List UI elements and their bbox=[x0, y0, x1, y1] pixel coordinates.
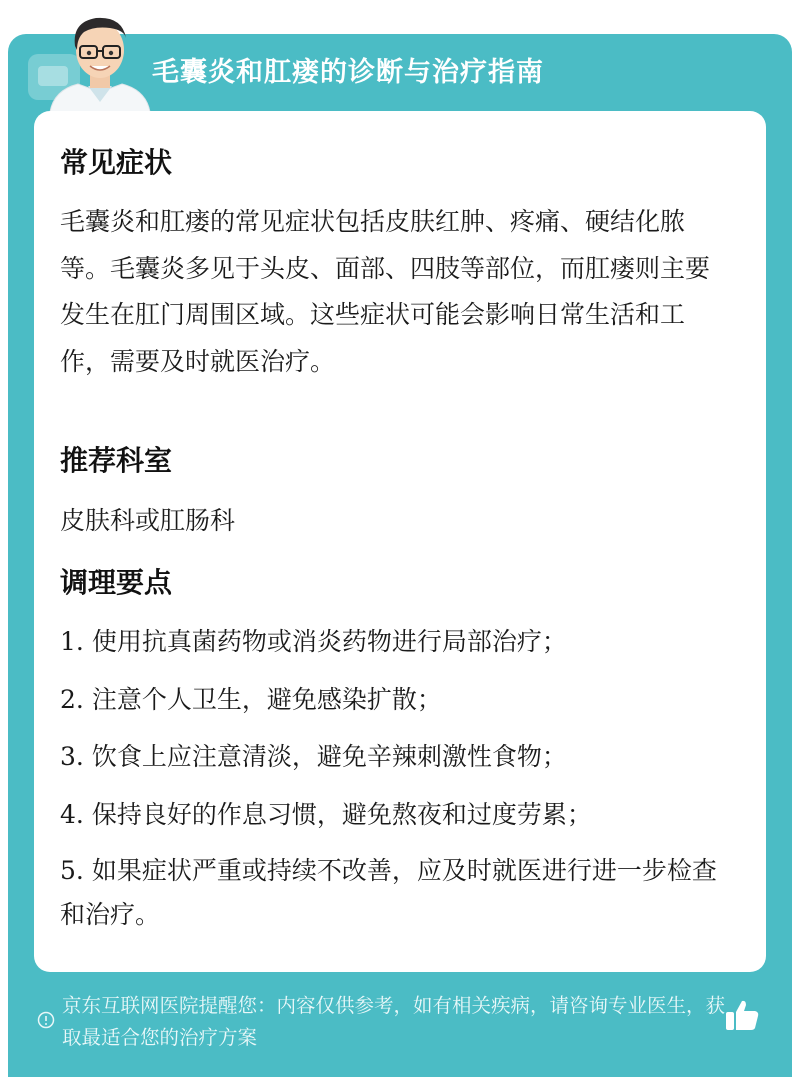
care-item-text: 保持良好的作息习惯，避免熬夜和过度劳累； bbox=[91, 800, 592, 829]
care-item-text: 如果症状严重或持续不改善，应及时就医进行进一步检查和治疗。 bbox=[60, 856, 717, 929]
department-body: 皮肤科或肛肠科 bbox=[60, 506, 236, 535]
disclaimer-text: 京东互联网医院提醒您：内容仅供参考，如有相关疾病，请咨询专业医生，获取最适合您的治疗方案 bbox=[62, 994, 726, 1049]
care-item-number: 2. bbox=[60, 685, 84, 714]
care-item-number: 4. bbox=[60, 800, 84, 829]
care-item-text: 注意个人卫生，避免感染扩散； bbox=[91, 685, 442, 714]
care-list-item bbox=[60, 849, 728, 937]
content-card bbox=[34, 111, 766, 972]
thumbs-up-icon[interactable] bbox=[724, 998, 760, 1032]
doctor-avatar-icon bbox=[44, 8, 156, 112]
symptoms-heading: 常见症状 bbox=[60, 146, 173, 179]
care-item-text: 饮食上应注意清淡，避免辛辣刺激性食物； bbox=[91, 742, 567, 771]
care-item-number: 5. bbox=[60, 856, 84, 885]
care-list-item bbox=[60, 793, 728, 837]
care-item-number: 1. bbox=[60, 627, 84, 656]
symptoms-body: 毛囊炎和肛瘘的常见症状包括皮肤红肿、疼痛、硬结化脓等。毛囊炎多见于头皮、面部、四肢等部位，而肛瘘则主要发生在肛门周围区域。这些症状可能会影响日常生活和工作，需要及时就医治疗。 bbox=[60, 207, 711, 376]
care-list-item bbox=[60, 678, 728, 722]
page-title: 毛囊炎和肛瘘的诊断与治疗指南 bbox=[152, 57, 544, 88]
care-heading: 调理要点 bbox=[60, 566, 173, 599]
department-heading: 推荐科室 bbox=[60, 444, 173, 477]
care-list-item bbox=[60, 620, 728, 664]
care-list-item bbox=[60, 735, 728, 779]
care-item-text: 使用抗真菌药物或消炎药物进行局部治疗； bbox=[91, 627, 567, 656]
info-icon bbox=[37, 1011, 55, 1029]
care-item-number: 3. bbox=[60, 742, 84, 771]
